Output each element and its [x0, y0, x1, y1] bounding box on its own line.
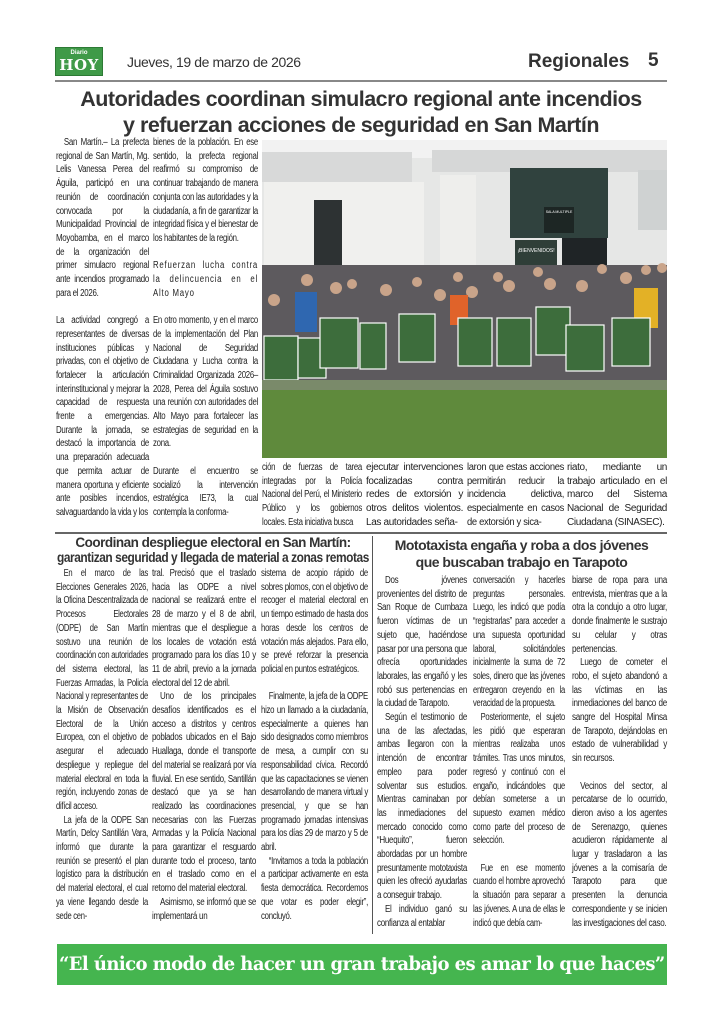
- article-divider-vertical: [372, 536, 373, 934]
- issue-date: Jueves, 19 de marzo de 2026: [127, 54, 301, 70]
- headline-line: Autoridades coordinan simulacro regional ante incendios: [80, 87, 642, 111]
- article1-bottom-column-1: [262, 461, 362, 531]
- headline-line: garantizan seguridad y llegada de material a zonas remotas: [57, 550, 369, 565]
- article2-column-1: [56, 567, 148, 935]
- article3-column-2: [473, 574, 565, 935]
- column-text: sistema de acopio rápido de sobres plomos, con el objetivo de recoger el material electoral en un tiempo estimado de hasta dos horas desde los centros de votación más alejados. Para ello, se prevé reforzar la presencia policial en puntos estratégicos. Finalmente, la jefa de la ODPE hizo un llamado a la ciudadanía, especialmente a quienes han sido designados como miembros de mesa, a cumplir con su responsabilidad cívica. Recordó que las capacitaciones se vienen desarrollando de manera virtual y presencial, y que se han programado jornadas intensivas para los días 29 de marzo y 5 de abril. “Invitamos a toda la población a participar activamente en esta fiesta democrática. Recordemos que votar es poder elegir”, concluyó.: [261, 568, 368, 922]
- column-text: riato, mediante un trabajo articulado en el marco del Sistema Nacional de Seguridad Ciudadana (SINASEC).: [567, 462, 667, 528]
- column-text: tral. Precisó que el traslado hacia las ODPE a nivel nacional se realizará entre el 28 de marzo y el 8 de abril, mientras que el despliegue a los locales de votación está programado para los días 10 y 11 de abril, previo a la jornada electoral del 12 de abril. Uno de los principales desafíos identificados es el acceso a distritos y centros poblados ubicados en el Bajo Huallaga, donde el transporte del material se realizará por vía fluvial. En ese sentido, Santillán destacó que ya se han realizado las coordinaciones necesarias con las Fuerzas Armadas y la Policía Nacional para garantizar el resguardo durante todo el proceso, tanto en el traslado como en el retorno del material electoral. Asimismo, se informó que se implementará un: [152, 568, 256, 922]
- article1-bottom-column-2: [366, 461, 463, 531]
- column-text: En el marco de las Elecciones Generales 2026, la Oficina Descentralizada de Procesos Electorales (ODPE) de San Martín sostuvo una reunión de coordinación con autoridades del sistema electoral, las Fuerzas Armadas, la Policía Nacional y representantes de la Misión de Observación Electoral de la Unión Europea, con el objetivo de asegurar el adecuado despliegue y repliegue del material electoral en toda la región, incluyendo zonas de difícil acceso. La jefa de la ODPE San Martín, Delcy Santillán Vara, informó que durante la reunión se presentó el plan logístico para la distribución del material electoral, el cual ya viene llegando desde la sede cen-: [56, 568, 148, 922]
- article1-subhead: Refuerzan lucha contra la delincuencia en el Alto Mayo: [153, 260, 258, 299]
- headline-line: Mototaxista engaña y roba a dos jóvenes: [394, 537, 649, 553]
- headline-line: Coordinan despliegue electoral en San Martín:: [75, 535, 351, 550]
- column-text: conversación y hacerles preguntas personales. Luego, les indicó que podía “registrarlas” para acceder a una supuesta oportunidad laboral, solicitándoles inicialmente la suma de 72 soles, dinero que las jóvenes entregaron creyendo en la veracidad de la propuesta. Posteriormente, el sujeto les pidió que esperaran mientras realizaba unos trámites. Tras unos minutos, regresó y continuó con el engaño, indicándoles que debían someterse a un supuesto examen médico como parte del proceso de selección. Fue en ese momento cuando el hombre aprovechó la situación para separar a las jóvenes. A una de ellas le indicó que debía cam-: [473, 575, 565, 929]
- article1-column-2: [153, 136, 258, 529]
- headline-line: que buscaban trabajo en Tarapoto: [415, 554, 628, 570]
- page-number: 5: [648, 50, 659, 71]
- article2-headline: [55, 535, 371, 565]
- quote-line: “El único modo de hacer un gran trabajo es amar lo que haces”: [59, 953, 665, 975]
- quote-banner: [57, 944, 667, 985]
- article1-bottom-column-3: [467, 461, 564, 531]
- column-text: bienes de la población. En ese sentido, la prefecta regional reafirmó su compromiso de continuar trabajando de manera conjunta con las autoridades y la ciudadanía, a fin de garantizar la integridad física y el bienestar de los habitantes de la región. Refuerzan lucha contra la delincuencia en el Alto Mayo En otro momento, y en el marco de la implementación del Plan Nacional de Seguridad Ciudadana y Lucha contra la Criminalidad Organizada 2026–2028, Perea del Águila sostuvo una reunión con autoridades del Alto Mayo para fortalecer las estrategias de seguridad en la zona. Durante el encuentro se socializó la intervención estratégica IE73, la cual contempla la conforma-: [153, 137, 258, 518]
- column-text: Dos jóvenes provenientes del distrito de San Roque de Cumbaza fueron víctimas de un sujeto que, haciéndose pasar por una persona que ofrecía oportunidades laborales, las engañó y les robó sus pertenencias en la ciudad de Tarapoto. Según el testimonio de una de las afectadas, ambas llegaron con la intención de encontrar empleo para poder solventar sus estudios. Mientras caminaban por las inmediaciones del mercado conocido como “Huequito”, fueron abordadas por un hombre presuntamente mototaxista quien les ofreció ayudarlas a conseguir trabajo. El individuo ganó su confianza al entablar: [377, 575, 467, 929]
- article3-headline: [376, 537, 667, 571]
- column-text: ción de fuerzas de tarea integradas por la Policía Nacional del Perú, el Ministerio Público y los gobiernos locales. Esta iniciativa busca: [262, 462, 362, 528]
- section-name: Regionales: [528, 51, 630, 72]
- article3-column-3: [572, 574, 667, 935]
- article2-column-2: [152, 567, 256, 935]
- article2-column-3: [261, 567, 368, 935]
- headline-line: y refuerzan acciones de seguridad en San Martín: [123, 113, 599, 137]
- group-photo-illustration: [262, 140, 667, 458]
- column-text: San Martín.– La prefecta regional de San Martín, Mg. Lelis Vanessa Perea del Águila, participó en una reunión de coordinación convocada por la Municipalidad Provincial de Moyobamba, en el marco de la organización del primer simulacro regional ante incendios programado para el 2026. La actividad congregó a representantes de diversas instituciones públicas y privadas, con el objetivo de fortalecer la articulación interinstitucional y mejorar la capacidad de respuesta frente a emergencias. Durante la jornada, se destacó la importancia de una preparación adecuada que permita actuar de manera oportuna y eficiente ante posibles incendios, salvaguardando la vida y los: [56, 137, 149, 518]
- article3-column-1: [377, 574, 467, 935]
- article1-headline: [55, 86, 667, 138]
- article-divider-horizontal: [55, 532, 667, 534]
- article1-bottom-column-4: [567, 461, 667, 531]
- column-text: biarse de ropa para una entrevista, mientras que a la otra la condujo a otro lugar, donde finalmente le sustrajo su celular y otras pertenencias. Luego de cometer el robo, el sujeto abandonó a las víctimas en las inmediaciones del banco de sangre del Hospital Minsa de Tarapoto, dejándolas en estado de vulnerabilidad y sin recursos. Vecinos del sector, al percatarse de lo ocurrido, dieron aviso a los agentes de Serenazgo, quienes acudieron rápidamente al lugar y trasladaron a las jóvenes a la comisaría de Tarapoto para que presenten la denuncia correspondiente y se inicien las investigaciones del caso.: [572, 575, 667, 929]
- sign-sala-multiple: SALA MULTIPLE: [545, 210, 573, 214]
- sign-bienvenidos: ¡BIENVENIDOS!: [517, 248, 555, 254]
- newspaper-logo: Diario HOY: [55, 47, 103, 76]
- article1-column-1: [56, 136, 149, 529]
- column-text: ejecutar intervenciones focalizadas contra redes de extorsión y otros delitos violentos. Las autoridades seña-: [366, 462, 463, 528]
- header-rule: [55, 80, 667, 82]
- column-text: laron que estas acciones permitirán reducir la incidencia delictiva, especialmente en casos de extorsión y sica-: [467, 462, 564, 528]
- article1-photo: [262, 140, 667, 458]
